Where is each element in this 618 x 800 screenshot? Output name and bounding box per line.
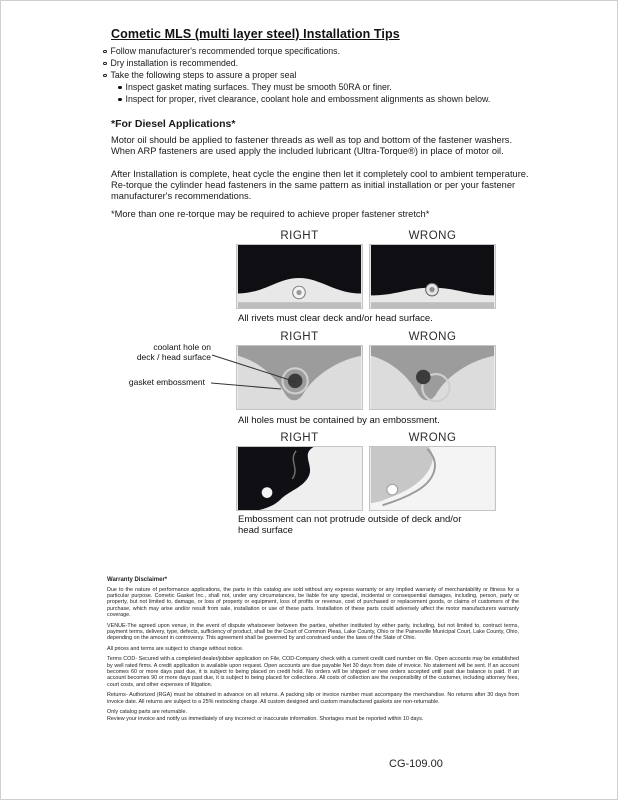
warranty-disclaimer-section [107,577,519,727]
diagram-caption-rivets: All rivets must clear deck and/or head surface. [238,313,433,324]
protrusion-right-diagram [236,446,363,511]
embossment-inside-image [237,447,362,510]
diagram-caption-protrusion: Embossment can not protrude outside of deck and/or head surface [238,514,462,536]
warranty-heading: Warranty Disclaimer* [107,577,168,583]
tip-text: Inspect gasket mating surfaces. They must be smooth 50RA or finer. [125,82,392,93]
bullet-icon [118,98,122,102]
embossment-outside-image [370,447,495,510]
warranty-paragraph: All prices and terms are subject to change without notice. [107,645,244,652]
page-title: Cometic MLS (multi layer steel) Installation Tips [111,27,400,41]
rivet-right-diagram [236,244,363,309]
list-item [103,47,533,57]
tip-text: Dry installation is recommended. [110,58,239,69]
annotation-pointer-lines [211,346,311,401]
diesel-applications-heading: *For Diesel Applications* [111,118,236,130]
warranty-paragraph: Due to the nature of performance applications, the parts in this catalog are sold without any express warranty or any implied warranty of merchantability or fitness for a particular purpose. Cometic Gasket Inc., shall not, under any circumstances, be liable for any special, incidental or consequential damages, including, person, party or property, but not limited to, damage, or loss of property or equipment, loss of profits or revenue, cost of purchased or replacement goods, or claims of customers of the purchase, which may arise and/or result from sale, installation or use of these parts. Installation of these parts could adversely affect the motor manufacturers warranty coverage. [107,586,519,619]
rivet-clear-image [237,245,362,308]
list-item [103,71,533,81]
catalog-page-code: CG-109.00 [389,758,443,770]
diagram-caption-holes: All holes must be contained by an embossment. [238,415,440,426]
annotation-text: coolant hole on [153,342,211,352]
gasket-embossment-annotation: gasket embossment [128,377,205,387]
coolant-hole-annotation [119,342,211,362]
wrong-column-label: WRONG [408,230,457,242]
diesel-paragraph-2: After Installation is complete, heat cycle the engine then let it completely cool to ambient temperature. Re-torque the cylinder head fasteners in the same pattern as initial installation or per your fastener manufacturer's recommendations. [111,169,529,201]
warranty-paragraph: VENUE-The agreed upon venue, in the event of dispute whatsoever between the parties, whether instituted by either party, including, but not limited to, contract terms, payment terms, delivery, type, defects, sufficiency of product, shall be the Court of Common Pleas, Lake County, Ohio or the Painesville Municipal Court, Lake County, Ohio, depending on the amount in controversy. This agreement shall be governed by and construed under the laws of the State of Ohio. [107,622,519,642]
right-column-label: RIGHT [280,432,319,444]
bullet-icon [103,50,107,54]
wrong-column-label: WRONG [408,432,457,444]
bullet-icon [103,62,107,66]
tip-text: Follow manufacturer's recommended torque specifications. [110,46,341,56]
wrong-column-label: WRONG [408,331,457,343]
hole-not-contained-image [370,346,495,409]
rivet-overlap-image [370,245,495,308]
retorque-note: *More than one re-torque may be required to achieve proper fastener stretch* [111,209,430,219]
protrusion-wrong-diagram [369,446,496,511]
bullet-icon [103,74,107,78]
warranty-paragraph: Returns- Authorized (RGA) must be obtained in advance on all returns. A packing slip or invoice number must accompany the merchandise. No returns after 30 days from invoice date. All returns are subject to a 25% restocking charge. All custom designed and custom manufactured gaskets are non-returnable. [107,692,519,705]
list-item [118,83,533,93]
list-item [118,95,533,105]
right-column-label: RIGHT [280,230,319,242]
list-item [103,59,533,69]
diesel-paragraph-1: Motor oil should be applied to fastener threads as well as top and bottom of the fastener washers. When ARP fasteners are used apply the included lubricant (Ultra-Torque®) in place of motor oil. [111,135,513,156]
right-column-label: RIGHT [280,331,319,343]
warranty-paragraph: Only catalog parts are returnable. [107,709,188,715]
tip-text: Inspect for proper, rivet clearance, coolant hole and embossment alignments as shown below. [125,94,491,105]
annotation-text: deck / head surface [136,352,211,362]
embossment-wrong-diagram [369,345,496,410]
installation-tips-list [103,47,533,107]
tip-text: Take the following steps to assure a proper seal [110,70,297,81]
bullet-icon [118,86,122,90]
warranty-paragraph: Terms COD- Secured with a completed dealer/jobber application on File, COD-Company check with a current credit card number on file. Open accounts may be established by well rated firms. A credit application is available upon request. Open accounts are due payable Net 30 days from date of invoice. No statement will be sent. If an account becomes 60 or more days past due, it is subject to being placed on credit hold. No orders will be shipped or new orders accepted until past due balance is paid. If an account becomes 90 or more days past due, it is subject to being placed for collections. All costs of collection are the responsibility of the customer, including attorney fees, court costs, and other expenses of litigation. [107,656,519,688]
rivet-wrong-diagram [369,244,496,309]
warranty-paragraph: Review your invoice and notify us immediately of any incorrect or inaccurate information. Shortages must be reported within 10 days. [107,716,424,723]
